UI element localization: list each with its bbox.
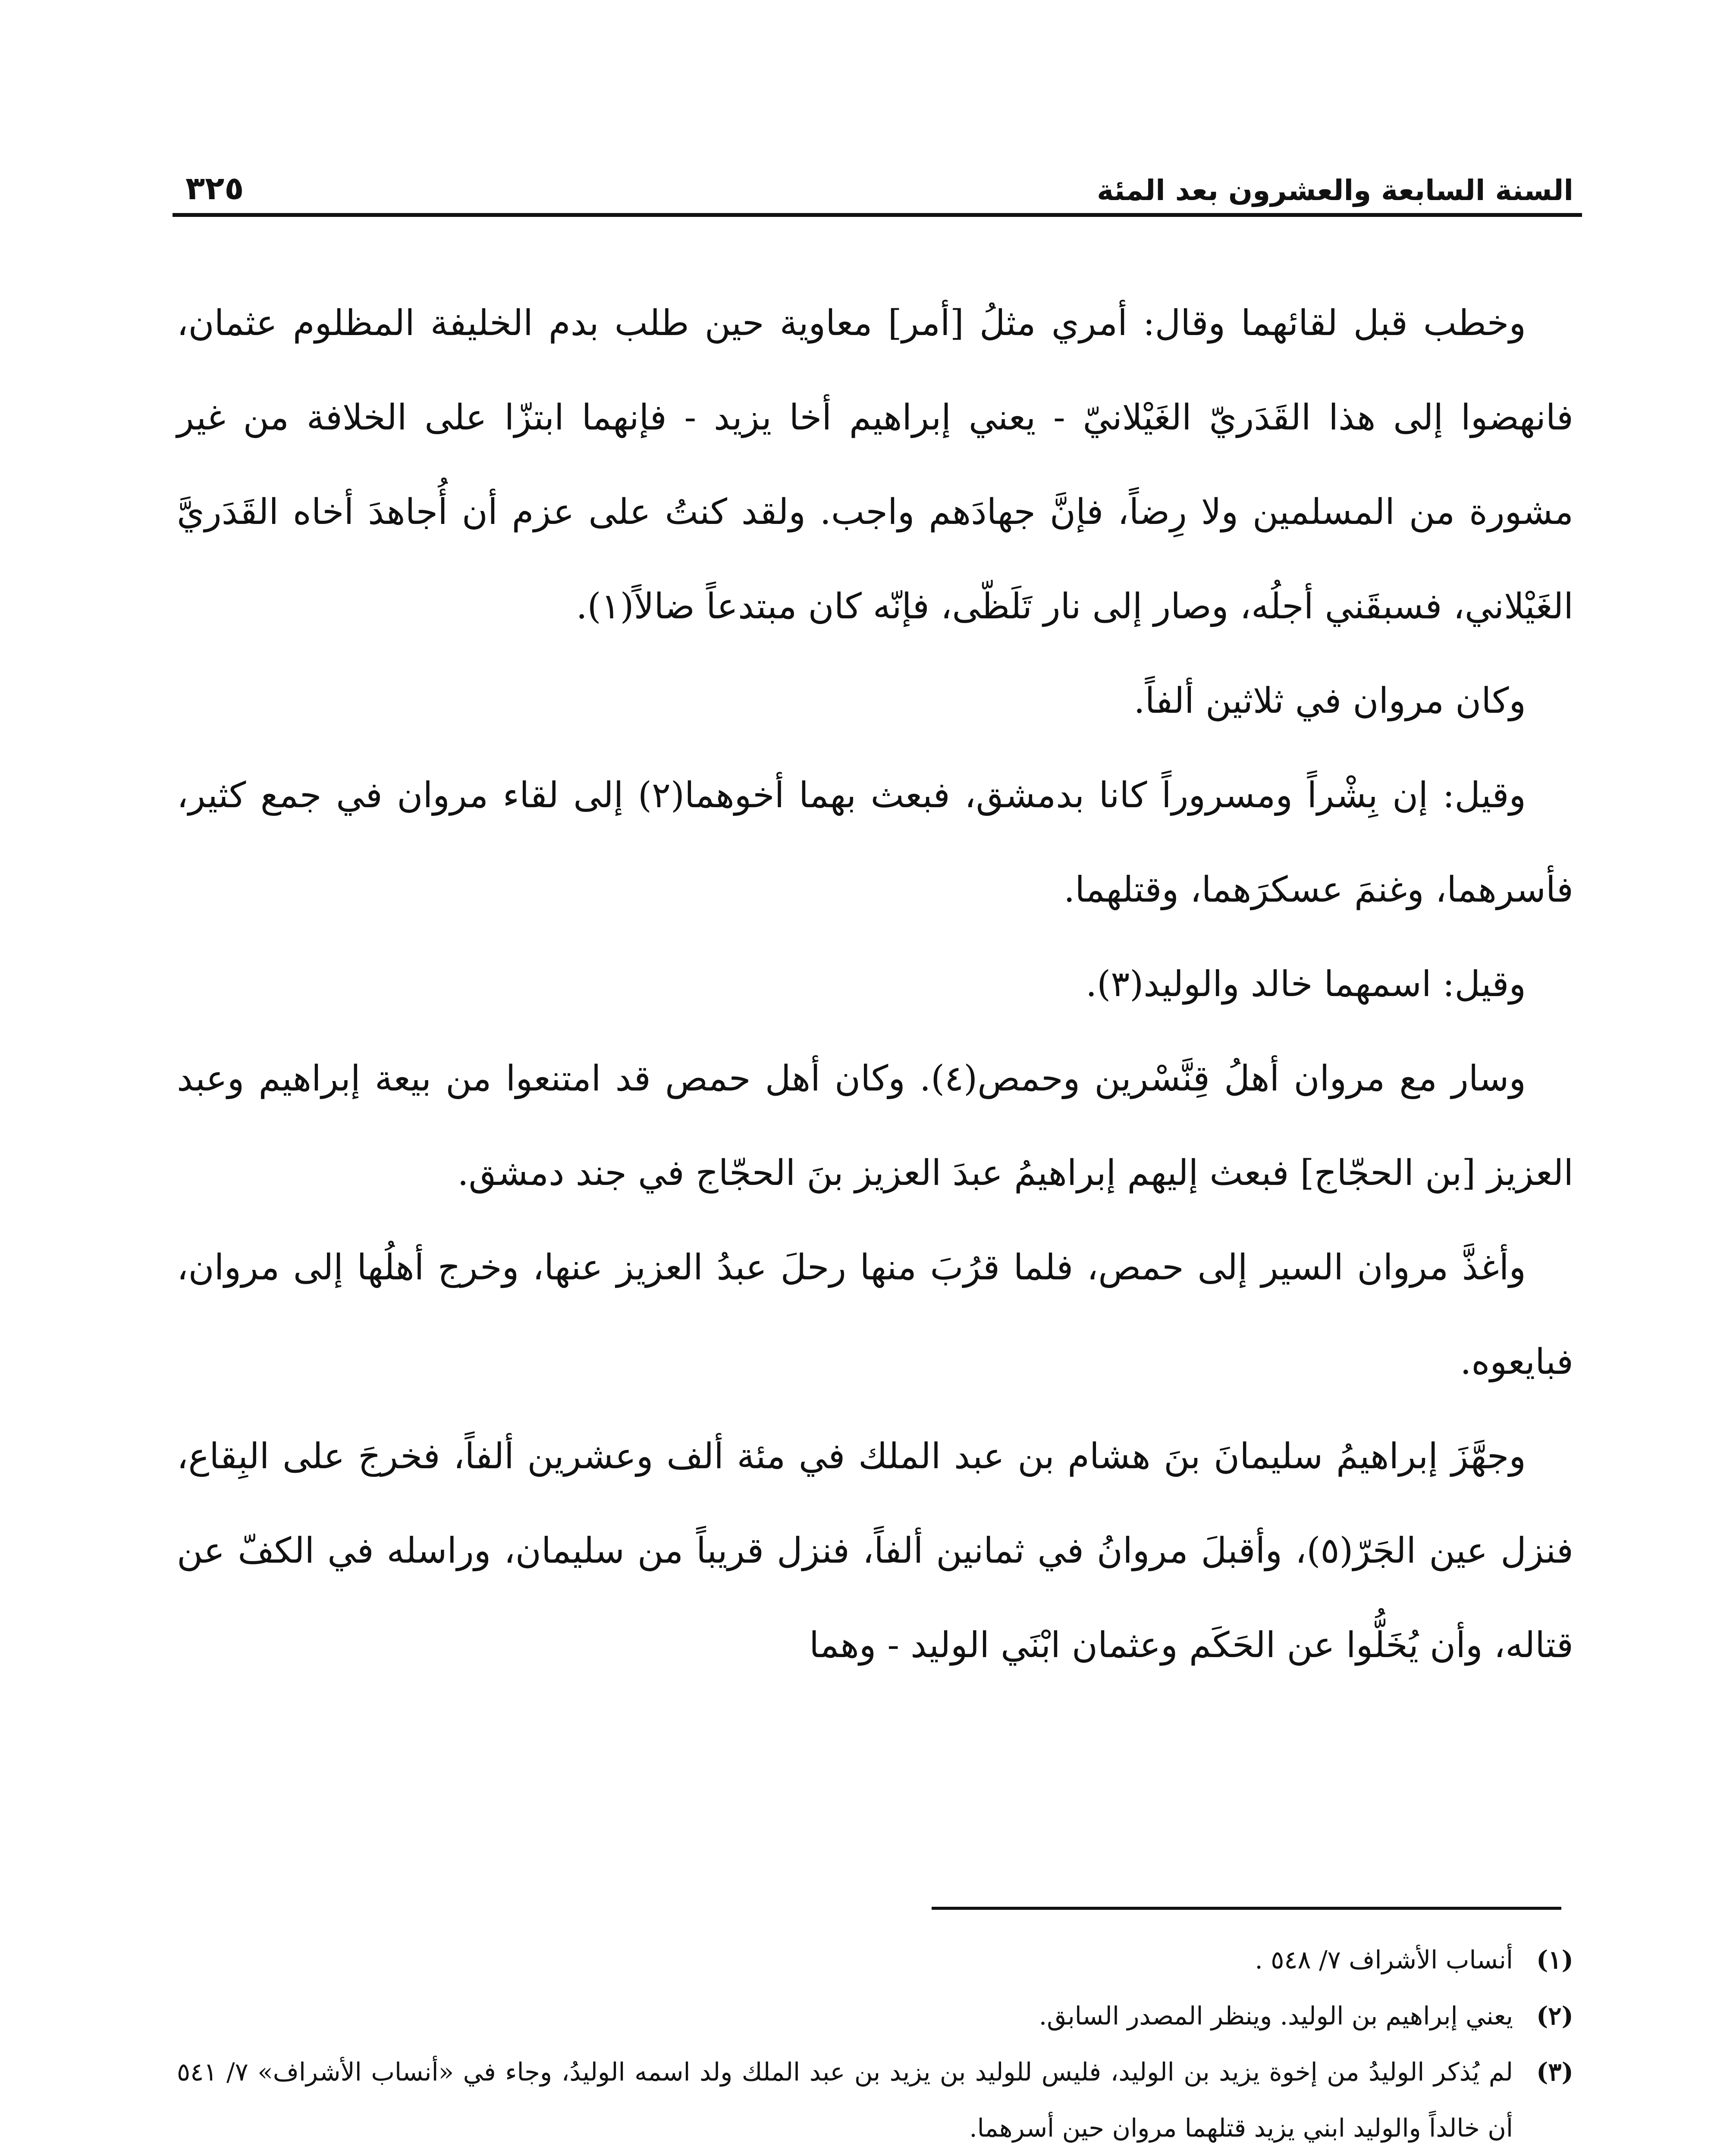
running-header-title: السنة السابعة والعشرون بعد المئة (1097, 174, 1573, 207)
footnote-separator (932, 1907, 1561, 1910)
footnote-number: (٢) (1536, 2001, 1573, 2031)
footnote-text: أنساب الأشراف ٧/ ٥٤٨ . (1255, 1945, 1513, 1974)
running-header (185, 147, 1573, 207)
main-text (177, 276, 1573, 1692)
paragraph: وقيل: اسمهما خالد والوليد(٣). (1086, 964, 1526, 1005)
page-number: ٣٢٥ (185, 170, 244, 207)
footnote-number: (٣) (1536, 2057, 1573, 2087)
footnote (177, 1932, 1573, 1988)
paragraph: وقيل: إن بِشْراً ومسروراً كانا بدمشق، فبعث بهما أخوهما(٢) إلى لقاء مروان في جمع كثير، فأسرهما، وغنمَ عسكرَهما، وقتلهما. (177, 775, 1573, 910)
paragraph: وخطب قبل لقائهما وقال: أمري مثلُ [أمر] معاوية حين طلب بدم الخليفة المظلوم عثمان، فانهضوا إلى هذا القَدَريّ الغَيْلانيّ - يعني إبراهيم أخا يزيد - فإنهما ابتزّا على الخلافة من غير مشورة من المسلمين ولا رِضاً، فإنَّ جهادَهم واجب. ولقد كنتُ على عزم أن أُجاهدَ أخاه القَدَريَّ الغَيْلاني، فسبقَني أجلُه، وصار إلى نار تَلَظّى، فإنّه كان مبتدعاً ضالاً(١). (177, 303, 1573, 627)
footnote (177, 1988, 1573, 2044)
footnote-text: يعني إبراهيم بن الوليد. وينظر المصدر السابق. (1039, 2001, 1513, 2031)
footnote-text: لم يُذكر الوليدُ من إخوة يزيد بن الوليد، فليس للوليد بن يزيد بن عبد الملك ولد اسمه الوليدُ، وجاء في «أنساب الأشراف» ٧/ ٥٤١ أن خالداً والوليد ابني يزيد قتلهما مروان حين أسرهما. (177, 2057, 1513, 2143)
footnote-number: (١) (1536, 1945, 1573, 1974)
header-rule (173, 213, 1582, 217)
paragraph: وأغذَّ مروان السير إلى حمص، فلما قرُبَ منها رحلَ عبدُ العزيز عنها، وخرج أهلُها إلى مروان، فبايعوه. (177, 1247, 1573, 1382)
paragraph: وسار مع مروان أهلُ قِنَّسْرين وحمص(٤). وكان أهل حمص قد امتنعوا من بيعة إبراهيم وعبد العزيز [بن الحجّاج] فبعث إليهم إبراهيمُ عبدَ العزيز بنَ الحجّاج في جند دمشق. (177, 1058, 1573, 1194)
paragraph: وكان مروان في ثلاثين ألفاً. (1133, 680, 1526, 721)
footnotes (177, 1932, 1573, 2156)
paragraph: وجهَّزَ إبراهيمُ سليمانَ بنَ هشام بن عبد الملك في مئة ألف وعشرين ألفاً، فخرجَ على البِقاع، فنزل عين الجَرّ(٥)، وأقبلَ مروانُ في ثمانين ألفاً، فنزل قريباً من سليمان، وراسله في الكفّ عن قتاله، وأن يُخَلُّوا عن الحَكَم وعثمان ابْنَي الوليد - وهما (177, 1436, 1574, 1666)
footnote (177, 2044, 1573, 2156)
